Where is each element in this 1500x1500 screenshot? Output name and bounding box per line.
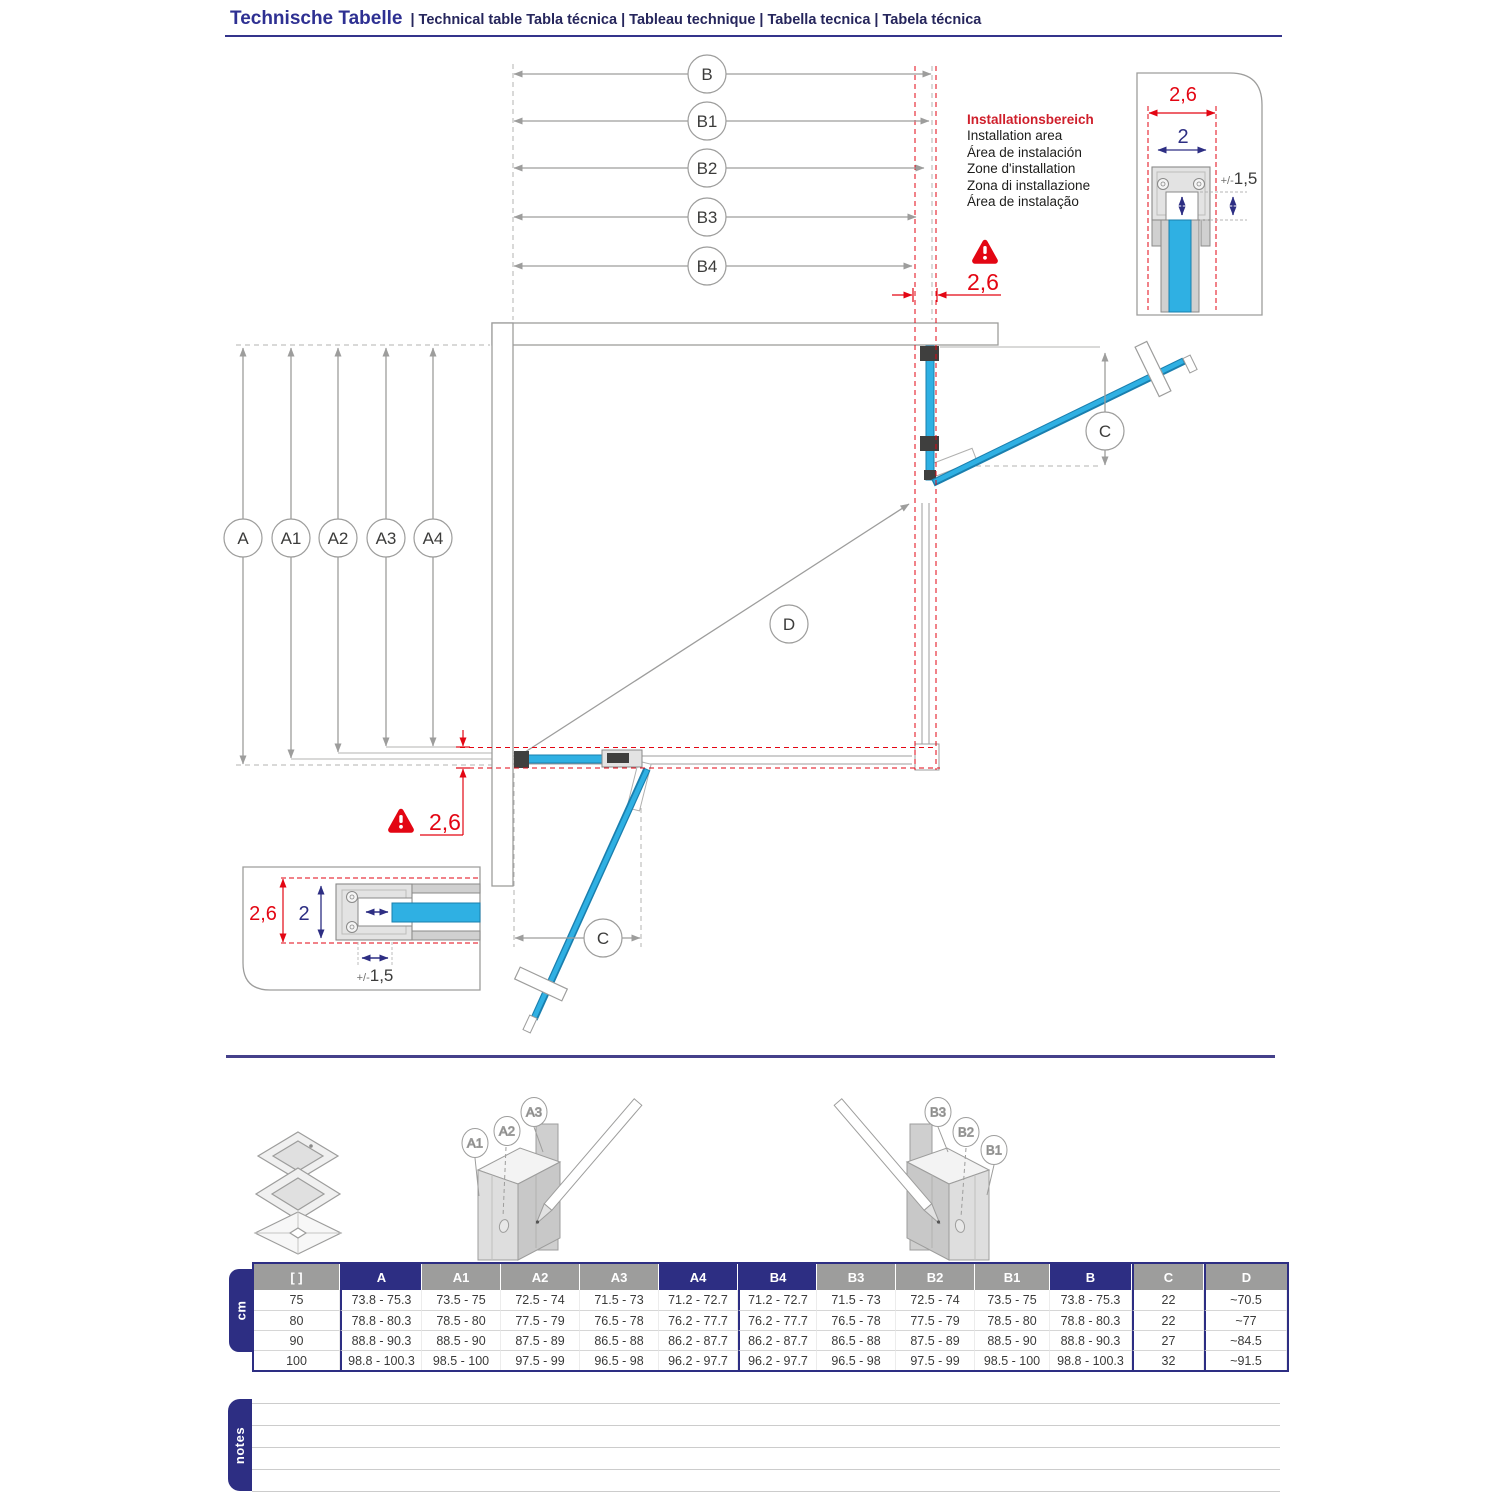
section-divider [226, 1055, 1275, 1058]
gasket [1161, 220, 1169, 312]
unit-label: cm [232, 1300, 248, 1321]
installation-area-line: Installationsbereich [967, 112, 1094, 127]
cell: 96.5 - 98 [580, 1350, 659, 1370]
cell: 76.5 - 78 [580, 1310, 659, 1330]
cell: 86.5 - 88 [580, 1330, 659, 1350]
cell: 97.5 - 99 [896, 1350, 975, 1370]
col-header-b3: B3 [817, 1264, 896, 1290]
glass-section [392, 903, 480, 922]
cell: 87.5 - 89 [896, 1330, 975, 1350]
warning-dimension-top [892, 240, 1001, 302]
cell: 78.5 - 80 [975, 1310, 1050, 1330]
cell: 77.5 - 79 [896, 1310, 975, 1330]
col-header-c: C [1132, 1264, 1204, 1290]
cell: 98.8 - 100.3 [1050, 1350, 1132, 1370]
installation-area-line: Installation area [967, 128, 1063, 144]
callout-a1: A1 [467, 1135, 483, 1151]
col-header-a4: A4 [659, 1264, 738, 1290]
cell: 96.2 - 97.7 [738, 1350, 817, 1370]
col-header-size: [ ] [254, 1264, 340, 1290]
col-header-a1: A1 [422, 1264, 501, 1290]
detail-inner-width: 2 [298, 903, 310, 925]
callout-b2: B2 [958, 1124, 974, 1140]
page-title-translations: | Technical table Tabla técnica | Tableau technique | Tabella tecnica | Tabela técnica [410, 12, 982, 28]
col-header-b4: B4 [738, 1264, 817, 1290]
profile-drawing-left [462, 1098, 642, 1261]
cell: 32 [1132, 1350, 1204, 1370]
right-door-open [933, 341, 1197, 483]
cell: 76.2 - 77.7 [738, 1310, 817, 1330]
profile-detail-bottom-left [243, 867, 480, 990]
callout-a3: A3 [526, 1104, 542, 1120]
cell: 22 [1132, 1290, 1204, 1310]
col-header-b1: B1 [975, 1264, 1050, 1290]
cell: 87.5 - 89 [501, 1330, 580, 1350]
cell: 71.2 - 72.7 [659, 1290, 738, 1310]
cell: 27 [1132, 1330, 1204, 1350]
warning-icon [388, 809, 414, 833]
cell: 73.8 - 75.3 [1050, 1290, 1132, 1310]
tray-exploded-icon [255, 1132, 341, 1254]
cell: 98.5 - 100 [422, 1350, 501, 1370]
cell: 98.8 - 100.3 [340, 1350, 422, 1370]
notes-tab [228, 1399, 252, 1491]
cell: 73.8 - 75.3 [340, 1290, 422, 1310]
notes-rule [252, 1403, 1280, 1404]
col-header-b: B [1050, 1264, 1132, 1290]
notes-rule [252, 1447, 1280, 1448]
cell: 86.5 - 88 [817, 1330, 896, 1350]
page-title-main: Technische Tabelle [230, 8, 403, 29]
warning-dimension-bottom [388, 730, 470, 835]
cell: 86.2 - 87.7 [738, 1330, 817, 1350]
notes-rule [252, 1491, 1280, 1492]
glass-section [1169, 220, 1191, 312]
warning-icon [972, 240, 998, 264]
glass-clamp [514, 751, 529, 768]
callout-a2: A2 [499, 1123, 515, 1139]
tray-edges [513, 503, 939, 770]
cell: 71.2 - 72.7 [738, 1290, 817, 1310]
cell: ~77 [1204, 1310, 1287, 1330]
cell: 76.5 - 78 [817, 1310, 896, 1330]
cell: 73.5 - 75 [975, 1290, 1050, 1310]
a1-label: A1 [280, 529, 302, 548]
a-label: A [237, 529, 249, 548]
cell: ~91.5 [1204, 1350, 1287, 1370]
notes-rule [252, 1425, 1280, 1426]
installation-area-line: Zona di installazione [967, 177, 1091, 193]
cell: 78.5 - 80 [422, 1310, 501, 1330]
left-wall [492, 323, 513, 886]
cell: 78.8 - 80.3 [340, 1310, 422, 1330]
guide-lines [236, 64, 1100, 947]
cell: 86.2 - 87.7 [659, 1330, 738, 1350]
b4-label: B4 [696, 257, 718, 276]
guide-lines-solid [291, 347, 1100, 759]
cell: 96.5 - 98 [817, 1350, 896, 1370]
d-label: D [782, 615, 796, 634]
row-size: 90 [254, 1330, 340, 1350]
b-label: B [701, 65, 713, 84]
door-end-cap [523, 1015, 537, 1033]
detail-outer-width: 2,6 [1169, 84, 1197, 106]
tolerance-label: +/-1,5 [356, 966, 394, 985]
d-dimension [519, 504, 909, 756]
warning-gap-value: 2,6 [967, 269, 999, 295]
cell: ~70.5 [1204, 1290, 1287, 1310]
cell: 98.5 - 100 [975, 1350, 1050, 1370]
cell: 72.5 - 74 [896, 1290, 975, 1310]
b3-label: B3 [696, 208, 718, 227]
col-header-d: D [1204, 1264, 1287, 1290]
cell: 96.2 - 97.7 [659, 1350, 738, 1370]
callout-b1: B1 [986, 1142, 1002, 1158]
cell: 88.8 - 90.3 [340, 1330, 422, 1350]
dimension-table [252, 1262, 1289, 1372]
a-dimension-labels [224, 519, 452, 557]
installation-area-line: Área de instalación [967, 144, 1082, 160]
b-dimension-labels [688, 55, 726, 285]
top-wall [492, 323, 998, 345]
detail-inner-width: 2 [1177, 126, 1189, 148]
a2-label: A2 [327, 529, 349, 548]
door-end-cap [1183, 355, 1197, 373]
col-header-a2: A2 [501, 1264, 580, 1290]
notes-label: notes [232, 1426, 248, 1464]
cell: ~84.5 [1204, 1330, 1287, 1350]
installation-area-line: Área de instalação [967, 194, 1079, 210]
unit-tab [229, 1269, 252, 1352]
pencil [544, 1099, 642, 1211]
notes-rule [252, 1469, 1280, 1470]
gasket [1191, 220, 1199, 312]
tolerance-label: +/-1,5 [1220, 169, 1258, 188]
cell: 78.8 - 80.3 [1050, 1310, 1132, 1330]
profile-detail-top-right [1137, 73, 1262, 315]
callout-b3: B3 [930, 1104, 946, 1120]
row-size: 100 [254, 1350, 340, 1370]
c-label-bottom: C [596, 929, 610, 948]
b1-label: B1 [696, 112, 718, 131]
cell: 88.8 - 90.3 [1050, 1330, 1132, 1350]
cell: 71.5 - 73 [817, 1290, 896, 1310]
cell: 88.5 - 90 [975, 1330, 1050, 1350]
cell: 77.5 - 79 [501, 1310, 580, 1330]
bottom-glass-panel [514, 750, 642, 768]
a3-label: A3 [375, 529, 397, 548]
cell: 72.5 - 74 [501, 1290, 580, 1310]
col-header-b2: B2 [896, 1264, 975, 1290]
row-size: 80 [254, 1310, 340, 1330]
detail-outer-width: 2,6 [249, 903, 277, 925]
cell: 73.5 - 75 [422, 1290, 501, 1310]
cell: 88.5 - 90 [422, 1330, 501, 1350]
gasket [412, 931, 480, 940]
col-header-a: A [340, 1264, 422, 1290]
row-size: 75 [254, 1290, 340, 1310]
bottom-door-open [515, 769, 647, 1033]
cell: 71.5 - 73 [580, 1290, 659, 1310]
door-hinge-block [607, 753, 629, 763]
c-label-right: C [1098, 422, 1112, 441]
wall-profile-section [336, 884, 480, 940]
col-header-a3: A3 [580, 1264, 659, 1290]
installation-area-line: Zone d'installation [967, 161, 1076, 177]
gasket [412, 884, 480, 893]
cell: 97.5 - 99 [501, 1350, 580, 1370]
warning-gap-value: 2,6 [429, 809, 461, 835]
cell: 76.2 - 77.7 [659, 1310, 738, 1330]
cell: 22 [1132, 1310, 1204, 1330]
b2-label: B2 [696, 159, 718, 178]
a4-label: A4 [422, 529, 444, 548]
profile-drawing-right [834, 1098, 1007, 1261]
